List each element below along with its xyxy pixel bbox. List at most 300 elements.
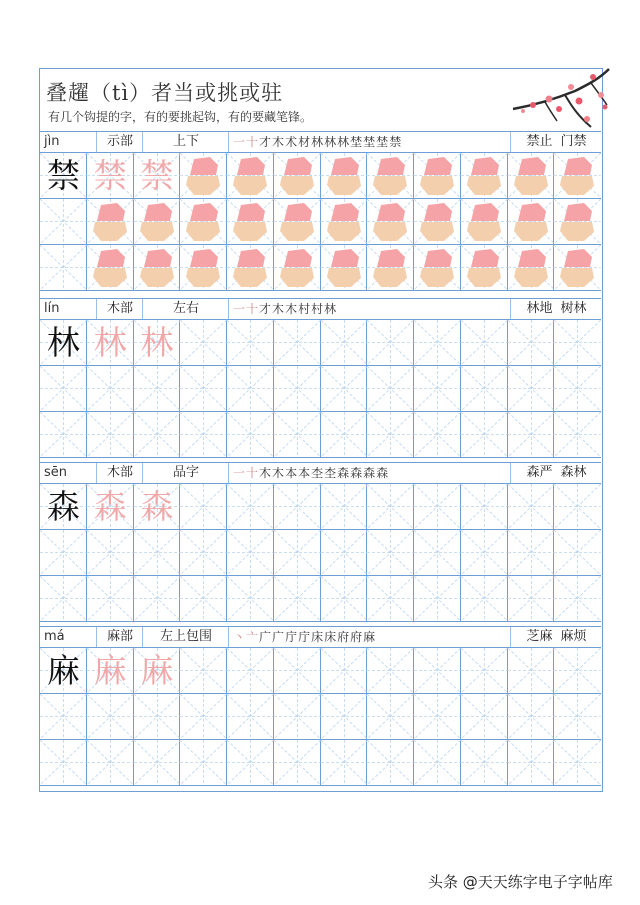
practice-row (40, 245, 601, 291)
example-word: 树林 (560, 301, 587, 316)
practice-square[interactable] (180, 245, 227, 290)
practice-square[interactable] (274, 648, 321, 693)
model-character: 禁 (46, 156, 80, 195)
guide-lines (321, 412, 368, 457)
stroke-step: 林 (324, 135, 337, 149)
guide-lines (274, 366, 321, 411)
structure-hint-shape (461, 153, 508, 198)
practice-square[interactable] (461, 576, 508, 621)
practice-square[interactable] (274, 320, 321, 365)
stroke-step: 一 (233, 302, 246, 316)
guide-lines (87, 412, 134, 457)
example-word: 森严 (526, 465, 553, 480)
practice-square[interactable] (134, 694, 181, 739)
practice-square[interactable] (321, 694, 368, 739)
practice-square[interactable] (40, 740, 87, 785)
structure-hint-shape (274, 153, 321, 198)
practice-square[interactable] (134, 245, 181, 290)
practice-square[interactable] (87, 740, 134, 785)
practice-square[interactable] (414, 412, 461, 457)
stroke-step: 埜 (363, 135, 376, 149)
practice-square[interactable] (367, 320, 414, 365)
practice-square[interactable] (461, 199, 508, 244)
trace-character: 林 (140, 323, 174, 362)
practice-square[interactable] (227, 153, 274, 198)
practice-square[interactable] (461, 484, 508, 529)
radical-label: 木部 (96, 463, 143, 483)
practice-square[interactable] (554, 412, 601, 457)
stroke-step: 亠 (246, 630, 259, 644)
practice-square[interactable] (414, 694, 461, 739)
guide-lines (180, 648, 227, 693)
stroke-step: 林 (337, 135, 350, 149)
stroke-step: 丶 (233, 630, 246, 644)
practice-square[interactable] (40, 320, 87, 365)
practice-square[interactable] (508, 648, 555, 693)
guide-lines (321, 740, 368, 785)
practice-square[interactable] (274, 366, 321, 411)
practice-grid (40, 320, 601, 458)
structure-hint-shape (87, 245, 134, 290)
practice-square[interactable] (180, 199, 227, 244)
stroke-step: 本 (285, 466, 298, 480)
practice-square[interactable] (321, 412, 368, 457)
guide-lines (274, 484, 321, 529)
practice-square[interactable] (274, 245, 321, 290)
practice-square[interactable] (367, 576, 414, 621)
practice-square[interactable] (40, 366, 87, 411)
guide-lines (180, 576, 227, 621)
guide-lines (180, 484, 227, 529)
trace-character: 森 (140, 487, 174, 526)
stroke-step: 林 (324, 302, 337, 316)
practice-square[interactable] (554, 740, 601, 785)
practice-square[interactable] (227, 245, 274, 290)
practice-square[interactable] (87, 412, 134, 457)
model-character: 林 (46, 323, 80, 362)
practice-square[interactable] (461, 366, 508, 411)
practice-row (40, 366, 601, 412)
stroke-step: 森 (337, 466, 350, 480)
guide-lines (367, 740, 414, 785)
practice-square[interactable] (274, 694, 321, 739)
guide-lines (461, 740, 508, 785)
trace-character: 林 (93, 323, 127, 362)
practice-square[interactable] (87, 484, 134, 529)
guide-lines (414, 366, 461, 411)
guide-lines (321, 694, 368, 739)
structure-label: 品字 (142, 463, 229, 483)
stroke-step: 杢 (324, 466, 337, 480)
practice-square[interactable] (321, 648, 368, 693)
stroke-order-sequence (228, 463, 515, 483)
practice-square[interactable] (414, 153, 461, 198)
stroke-step: 广 (259, 630, 272, 644)
practice-square[interactable] (321, 740, 368, 785)
practice-square[interactable] (367, 740, 414, 785)
practice-square[interactable] (414, 366, 461, 411)
radical-label: 麻部 (96, 627, 143, 647)
practice-square[interactable] (508, 366, 555, 411)
page-subtitle: 有几个钩提的字，有的要挑起钩，有的要藏笔锋。 (48, 110, 313, 124)
practice-square[interactable] (461, 153, 508, 198)
practice-square[interactable] (134, 320, 181, 365)
practice-square[interactable] (227, 320, 274, 365)
guide-lines (227, 740, 274, 785)
guide-lines (40, 245, 87, 290)
practice-square[interactable] (508, 153, 555, 198)
stroke-step: 埜 (376, 135, 389, 149)
practice-square[interactable] (554, 199, 601, 244)
practice-square[interactable] (554, 153, 601, 198)
guide-lines (180, 320, 227, 365)
stroke-step: 材 (298, 135, 311, 149)
structure-hint-shape (367, 153, 414, 198)
practice-square[interactable] (321, 366, 368, 411)
watermark-text: 头条 @天天练字电子字帖库 (428, 873, 613, 891)
guide-lines (227, 412, 274, 457)
guide-lines (461, 366, 508, 411)
practice-row (40, 199, 601, 245)
stroke-step: 木 (259, 466, 272, 480)
structure-label: 上下 (142, 132, 229, 152)
guide-lines (554, 576, 601, 621)
stroke-step: 床 (311, 630, 324, 644)
trace-character: 森 (93, 487, 127, 526)
guide-lines (508, 366, 555, 411)
practice-square[interactable] (508, 199, 555, 244)
practice-square[interactable] (87, 366, 134, 411)
practice-square[interactable] (367, 530, 414, 575)
practice-square[interactable] (134, 648, 181, 693)
structure-hint-shape (87, 199, 134, 244)
practice-square[interactable] (321, 576, 368, 621)
guide-lines (134, 412, 181, 457)
guide-lines (414, 320, 461, 365)
guide-lines (180, 740, 227, 785)
practice-square[interactable] (40, 530, 87, 575)
practice-square[interactable] (180, 648, 227, 693)
stroke-step: 床 (324, 630, 337, 644)
guide-lines (274, 412, 321, 457)
guide-lines (321, 530, 368, 575)
structure-hint-shape (367, 199, 414, 244)
guide-lines (274, 694, 321, 739)
practice-square[interactable] (134, 412, 181, 457)
practice-square[interactable] (274, 530, 321, 575)
practice-square[interactable] (227, 740, 274, 785)
stroke-step: 森 (363, 466, 376, 480)
practice-square[interactable] (321, 484, 368, 529)
practice-square[interactable] (87, 694, 134, 739)
example-word: 麻烦 (560, 629, 587, 644)
practice-row (40, 530, 601, 576)
practice-square[interactable] (134, 153, 181, 198)
practice-square[interactable] (508, 320, 555, 365)
guide-lines (554, 530, 601, 575)
practice-square[interactable] (367, 484, 414, 529)
guide-lines (508, 648, 555, 693)
stroke-step: 才 (259, 135, 272, 149)
practice-square[interactable] (508, 740, 555, 785)
guide-lines (321, 484, 368, 529)
character-info-row (40, 298, 601, 320)
guide-lines (554, 694, 601, 739)
worksheet (39, 68, 603, 792)
practice-square[interactable] (461, 694, 508, 739)
practice-square[interactable] (554, 320, 601, 365)
stroke-step: 森 (376, 466, 389, 480)
guide-lines (508, 412, 555, 457)
guide-lines (40, 366, 87, 411)
practice-square[interactable] (414, 740, 461, 785)
guide-lines (367, 366, 414, 411)
practice-square[interactable] (227, 694, 274, 739)
practice-grid (40, 153, 601, 291)
structure-hint-shape (461, 245, 508, 290)
practice-square[interactable] (180, 153, 227, 198)
model-character: 麻 (46, 651, 80, 690)
practice-square[interactable] (40, 576, 87, 621)
guide-lines (87, 366, 134, 411)
practice-square[interactable] (367, 245, 414, 290)
practice-square[interactable] (554, 576, 601, 621)
structure-label: 左右 (142, 299, 229, 319)
guide-lines (274, 530, 321, 575)
practice-square[interactable] (227, 648, 274, 693)
practice-square[interactable] (461, 320, 508, 365)
practice-square[interactable] (554, 694, 601, 739)
practice-square[interactable] (367, 366, 414, 411)
practice-square[interactable] (227, 199, 274, 244)
guide-lines (40, 530, 87, 575)
structure-hint-shape (508, 245, 555, 290)
practice-square[interactable] (180, 530, 227, 575)
guide-lines (321, 576, 368, 621)
practice-square[interactable] (414, 484, 461, 529)
guide-lines (274, 648, 321, 693)
practice-square[interactable] (554, 245, 601, 290)
stroke-step: 埜 (350, 135, 363, 149)
guide-lines (227, 484, 274, 529)
practice-row (40, 412, 601, 458)
guide-lines (227, 694, 274, 739)
practice-square[interactable] (40, 412, 87, 457)
guide-lines (461, 484, 508, 529)
practice-grid (40, 484, 601, 622)
practice-square[interactable] (180, 694, 227, 739)
guide-lines (227, 530, 274, 575)
guide-lines (87, 530, 134, 575)
example-words (510, 627, 602, 647)
practice-square[interactable] (508, 412, 555, 457)
structure-hint-shape (134, 199, 181, 244)
structure-hint-shape (227, 245, 274, 290)
guide-lines (134, 576, 181, 621)
structure-hint-shape (554, 245, 601, 290)
guide-lines (414, 648, 461, 693)
practice-square[interactable] (274, 484, 321, 529)
practice-square[interactable] (414, 648, 461, 693)
guide-lines (461, 648, 508, 693)
guide-lines (40, 412, 87, 457)
practice-square[interactable] (414, 245, 461, 290)
practice-square[interactable] (554, 484, 601, 529)
guide-lines (367, 694, 414, 739)
stroke-step: 府 (350, 630, 363, 644)
practice-square[interactable] (321, 245, 368, 290)
radical-label: 木部 (96, 299, 143, 319)
practice-row (40, 484, 601, 530)
practice-square[interactable] (461, 740, 508, 785)
practice-square[interactable] (274, 412, 321, 457)
practice-square[interactable] (134, 199, 181, 244)
structure-hint-shape (180, 245, 227, 290)
guide-lines (227, 576, 274, 621)
practice-square[interactable] (554, 366, 601, 411)
practice-square[interactable] (227, 484, 274, 529)
practice-square[interactable] (180, 484, 227, 529)
practice-square[interactable] (321, 530, 368, 575)
practice-square[interactable] (461, 245, 508, 290)
practice-square[interactable] (367, 412, 414, 457)
practice-square[interactable] (367, 648, 414, 693)
trace-character: 禁 (93, 156, 127, 195)
practice-square[interactable] (227, 366, 274, 411)
practice-square[interactable] (274, 153, 321, 198)
guide-lines (274, 576, 321, 621)
practice-square[interactable] (367, 153, 414, 198)
example-word: 芝麻 (526, 629, 553, 644)
practice-square[interactable] (508, 530, 555, 575)
practice-square[interactable] (508, 576, 555, 621)
pinyin-label: lín (44, 301, 60, 316)
stroke-step: 十 (246, 302, 259, 316)
practice-square[interactable] (508, 694, 555, 739)
guide-lines (461, 694, 508, 739)
practice-square[interactable] (461, 412, 508, 457)
practice-square[interactable] (227, 530, 274, 575)
practice-square[interactable] (321, 199, 368, 244)
practice-square[interactable] (40, 153, 87, 198)
practice-square[interactable] (180, 320, 227, 365)
guide-lines (508, 694, 555, 739)
practice-square[interactable] (87, 320, 134, 365)
practice-square[interactable] (134, 530, 181, 575)
guide-lines (321, 366, 368, 411)
structure-hint-shape (321, 245, 368, 290)
practice-square[interactable] (40, 199, 87, 244)
stroke-step: 广 (272, 630, 285, 644)
practice-square[interactable] (134, 740, 181, 785)
practice-square[interactable] (87, 199, 134, 244)
stroke-step: 林 (311, 135, 324, 149)
guide-lines (134, 366, 181, 411)
pinyin-label: má (44, 629, 65, 644)
practice-square[interactable] (414, 530, 461, 575)
practice-square[interactable] (40, 245, 87, 290)
practice-square[interactable] (274, 576, 321, 621)
practice-square[interactable] (180, 740, 227, 785)
structure-hint-shape (274, 245, 321, 290)
practice-square[interactable] (87, 576, 134, 621)
practice-square[interactable] (274, 199, 321, 244)
practice-row (40, 576, 601, 622)
stroke-step: 十 (246, 135, 259, 149)
practice-square[interactable] (134, 484, 181, 529)
guide-lines (40, 199, 87, 244)
practice-square[interactable] (508, 245, 555, 290)
practice-square[interactable] (554, 648, 601, 693)
practice-square[interactable] (274, 740, 321, 785)
practice-square[interactable] (414, 199, 461, 244)
example-word: 门禁 (560, 134, 587, 149)
practice-square[interactable] (40, 694, 87, 739)
guide-lines (508, 740, 555, 785)
guide-lines (414, 412, 461, 457)
practice-square[interactable] (134, 576, 181, 621)
character-info-row (40, 626, 601, 648)
structure-hint-shape (414, 199, 461, 244)
practice-square[interactable] (461, 530, 508, 575)
stroke-order-sequence (228, 132, 515, 152)
practice-square[interactable] (87, 530, 134, 575)
practice-square[interactable] (87, 245, 134, 290)
guide-lines (40, 576, 87, 621)
practice-square[interactable] (367, 694, 414, 739)
stroke-order-sequence (228, 627, 515, 647)
guide-lines (508, 320, 555, 365)
practice-square[interactable] (367, 199, 414, 244)
practice-square[interactable] (180, 576, 227, 621)
practice-square[interactable] (461, 648, 508, 693)
structure-hint-shape (508, 199, 555, 244)
practice-square[interactable] (87, 153, 134, 198)
practice-square[interactable] (414, 320, 461, 365)
practice-square[interactable] (227, 576, 274, 621)
practice-square[interactable] (414, 576, 461, 621)
guide-lines (87, 576, 134, 621)
practice-square[interactable] (134, 366, 181, 411)
example-word: 林地 (526, 301, 553, 316)
stroke-step: 木 (272, 466, 285, 480)
structure-hint-shape (414, 153, 461, 198)
stroke-step: 一 (233, 466, 246, 480)
structure-hint-shape (180, 153, 227, 198)
structure-hint-shape (321, 153, 368, 198)
example-word: 森林 (560, 465, 587, 480)
guide-lines (414, 576, 461, 621)
guide-lines (180, 530, 227, 575)
practice-square[interactable] (180, 366, 227, 411)
practice-square[interactable] (554, 530, 601, 575)
guide-lines (367, 484, 414, 529)
practice-square[interactable] (87, 648, 134, 693)
practice-square[interactable] (40, 648, 87, 693)
guide-lines (180, 366, 227, 411)
practice-square[interactable] (321, 320, 368, 365)
practice-square[interactable] (40, 484, 87, 529)
structure-hint-shape (134, 245, 181, 290)
guide-lines (274, 740, 321, 785)
guide-lines (321, 648, 368, 693)
pinyin-label: sēn (44, 465, 68, 480)
practice-square[interactable] (180, 412, 227, 457)
practice-square[interactable] (508, 484, 555, 529)
stroke-step: 木 (272, 135, 285, 149)
practice-square[interactable] (321, 153, 368, 198)
practice-square[interactable] (227, 412, 274, 457)
